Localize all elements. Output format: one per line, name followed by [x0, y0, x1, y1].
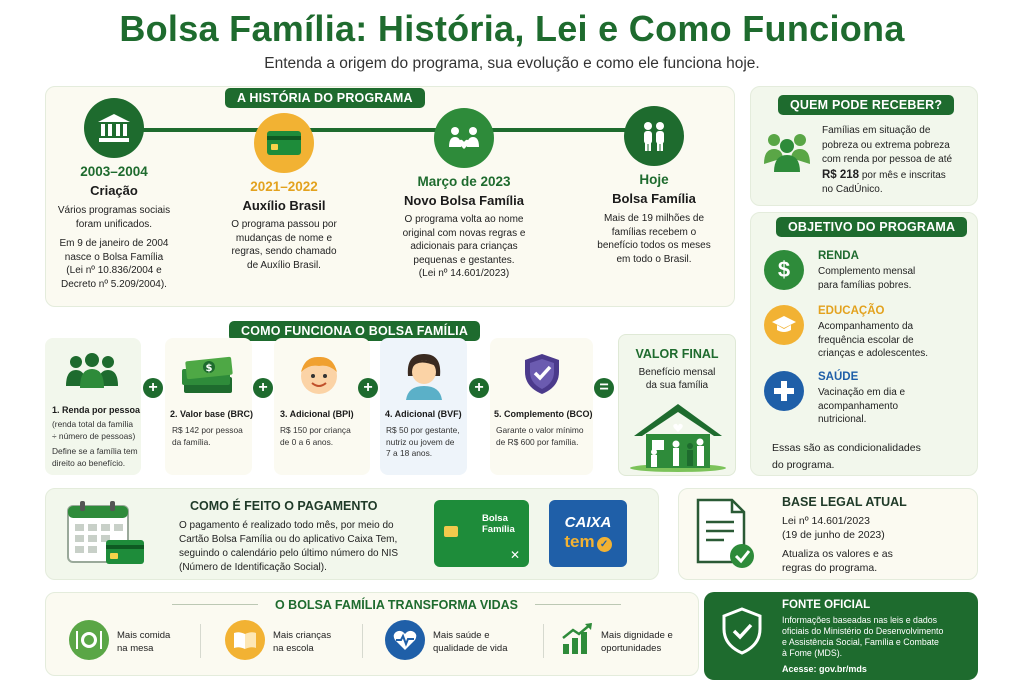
plus-sign: + [469, 378, 489, 398]
payment-text: O pagamento é realizado todo mês, por meio do Cartão Bolsa Família ou do aplicativo Caixa Tem, seguindo o calendário pelo último número do NIS (Número de Identificação Social). [179, 520, 399, 573]
step-title: 3. Adicional (BPI) [280, 409, 354, 419]
objective-title: RENDA [818, 250, 859, 262]
objective-heading: OBJETIVO DO PROGRAMA [776, 217, 967, 237]
svg-text:$: $ [205, 363, 213, 374]
health-cross-icon [764, 371, 804, 411]
card-icon [254, 113, 314, 173]
bolsa-familia-card [434, 500, 529, 567]
calendar-card-icon [66, 500, 146, 568]
card-chip-icon [444, 526, 458, 537]
timeline-line [118, 128, 668, 132]
step-title: 1. Renda por pessoa [52, 405, 141, 415]
impact-separator [200, 624, 201, 658]
contactless-icon: ✕ [510, 548, 521, 562]
child-icon [293, 352, 345, 398]
milestone-text: Mais de 19 milhões de famílias recebem o benefício todos os meses em todo o Brasil. [597, 213, 711, 265]
woman-icon [398, 350, 450, 400]
money-icon [180, 355, 236, 397]
caixa-wordmark: CAIXA [564, 514, 612, 531]
step-text: R$ 142 por pessoa da família. [172, 425, 243, 447]
milestone-title: Novo Bolsa Família [404, 193, 524, 208]
final-value-text: Benefício mensal da sua família [638, 367, 716, 391]
step-title: 4. Adicional (BVF) [385, 409, 462, 419]
milestone-year: 2021–2022 [250, 179, 318, 194]
shield-check-icon [522, 352, 562, 396]
plate-icon [69, 620, 109, 660]
final-value-title: VALOR FINAL [635, 347, 719, 361]
milestone-title: Criação [90, 183, 138, 198]
house-family-icon [628, 400, 728, 472]
impact-text: Mais crianças na escola [273, 630, 332, 654]
objective-footer: Essas são as condicionalidades do programa. [772, 442, 921, 471]
plus-sign: + [253, 378, 273, 398]
people-group-icon [762, 130, 812, 172]
payment-heading: COMO É FEITO O PAGAMENTO [190, 499, 378, 513]
family-icon [624, 106, 684, 166]
step-title: 5. Complemento (BCO) [494, 409, 593, 419]
dollar-icon: $ [764, 250, 804, 290]
page-subtitle: Entenda a origem do programa, sua evolução e como ele funciona hoje. [264, 55, 760, 72]
step-text: R$ 150 por criança de 0 a 6 anos. [280, 425, 351, 447]
milestone-title: Bolsa Família [612, 191, 696, 206]
growth-chart-icon [561, 622, 595, 656]
objective-text: Complemento mensal para famílias pobres. [818, 266, 916, 291]
impact-text: Mais comida na mesa [117, 630, 171, 654]
people-icon [64, 352, 120, 392]
objective-title: EDUCAÇÃO [818, 305, 885, 317]
plus-sign: + [358, 378, 378, 398]
bank-icon [84, 98, 144, 158]
milestone-text: O programa volta ao nome original com novas regras e adicionais para crianças pequenas e gestantes. (Lei nº 14.601/2023) [402, 214, 526, 279]
step-text: R$ 50 por gestante, nutriz ou jovem de 7 a 18 anos. [386, 425, 460, 458]
impact-separator [362, 624, 363, 658]
page-title: Bolsa Família: História, Lei e Como Funciona [119, 8, 905, 49]
transform-divider-right [535, 604, 621, 605]
step-text: (renda total da família ÷ número de pessoas) Define se a família tem direito ao benefício. [52, 419, 138, 468]
legal-heading: BASE LEGAL ATUAL [782, 495, 907, 509]
impact-text: Mais dignidade e oportunidades [601, 630, 673, 654]
caixa-tem-logo [549, 500, 627, 567]
income-limit: R$ 218 [822, 168, 860, 181]
history-heading: A HISTÓRIA DO PROGRAMA [225, 88, 425, 108]
step-text: Garante o valor mínimo de R$ 600 por família. [496, 425, 584, 447]
source-text: Informações baseadas nas leis e dados oficiais do Ministério do Desenvolvimento e Assistência Social, Família e Combate à Fome (MDS). [782, 615, 944, 658]
tem-wordmark: tem [564, 532, 595, 551]
book-icon [225, 620, 265, 660]
milestone-text: Vários programas sociais foram unificados. Em 9 de janeiro de 2004 nasce o Bolsa Família (Lei nº 10.836/2004 e Decreto nº 5.209/2004). [57, 205, 171, 290]
objective-title: SAÚDE [818, 371, 859, 383]
objective-text: Acompanhamento da frequência escolar de crianças e adolescentes. [818, 321, 929, 359]
how-heading: COMO FUNCIONA O BOLSA FAMÍLIA [229, 321, 480, 341]
milestone-year: 2003–2004 [80, 164, 148, 179]
step-title: 2. Valor base (BRC) [170, 409, 254, 419]
card-label: Bolsa Família [482, 513, 515, 535]
transform-heading: O BOLSA FAMÍLIA TRANSFORMA VIDAS [274, 598, 519, 612]
milestone-year: Hoje [639, 172, 669, 187]
legal-text: Lei nº 14.601/2023 (19 de junho de 2023) Atualiza os valores e as regras do programa. [782, 515, 893, 574]
family-heart-icon [434, 108, 494, 168]
source-link[interactable]: Acesse: gov.br/mds [782, 664, 867, 674]
objective-text: Vacinação em dia e acompanhamento nutricional. [818, 387, 906, 425]
impact-text: Mais saúde e qualidade de vida [433, 630, 508, 654]
document-check-icon [694, 498, 758, 570]
who-heading: QUEM PODE RECEBER? [778, 95, 954, 115]
equals-sign: = [594, 378, 614, 398]
heart-pulse-icon [385, 620, 425, 660]
source-heading: FONTE OFICIAL [782, 599, 871, 611]
impact-separator [543, 624, 544, 658]
transform-divider-left [172, 604, 258, 605]
milestone-text: O programa passou por mudanças de nome e regras, sendo chamado de Auxílio Brasil. [231, 219, 337, 271]
who-description: Famílias em situação de pobreza ou extrema pobreza com renda por pessoa de até R$ 218 por mês e inscritas no CadÚnico. [822, 125, 953, 195]
graduation-cap-icon [764, 305, 804, 345]
milestone-title: Auxílio Brasil [242, 198, 326, 213]
milestone-year: Março de 2023 [417, 174, 511, 189]
plus-sign: + [143, 378, 163, 398]
shield-check-outline-icon [720, 606, 764, 656]
check-icon: ✓ [597, 537, 612, 552]
